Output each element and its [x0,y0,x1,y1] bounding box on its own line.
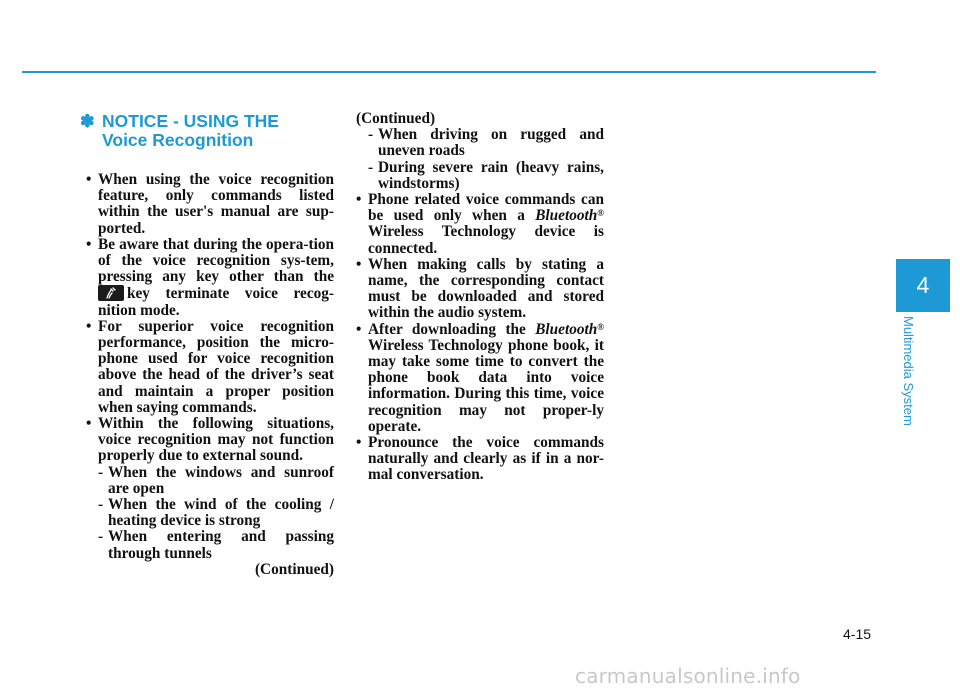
notice-title [80,112,279,150]
dash-item: - When entering and passing through tunnels [98,528,334,562]
dash-item: - During severe rain (heavy rains, windstorms) [368,158,604,192]
right-column [356,111,604,484]
bullet-text: Phone related voice commands can be used only when a [368,191,604,225]
bullet-text: After downloading the [368,320,526,338]
dash-text: When driving on rugged and uneven roads [378,126,604,160]
dash-text: When the wind of the cooling / heating device is strong [108,496,334,530]
voice-recognition-key-icon [98,285,124,301]
notice-title-line2: Voice Recognition [102,130,254,150]
bullet-item: • Pronounce the voice commands naturally and clearly as if in a nor-mal conversation. [356,435,604,484]
dash-item: - When driving on rugged and uneven roads [368,126,604,160]
bullet-item: • For superior voice recognition performance, position the micro-phone used for voice recognition above the head of the driver’s seat and maintain a proper position when saying commands. [86,319,334,416]
registered-mark: ® [597,321,605,332]
dash-text: When entering and passing through tunnels [108,528,334,562]
bullet-item [356,192,604,257]
dash-text: During severe rain (heavy rains, windstorms) [378,158,604,192]
continued-label: (Continued) [254,560,334,578]
dash-text: When the windows and sunroof are open [108,463,334,497]
chapter-label: Multimedia System [901,316,916,426]
bullet-item: • When using the voice recognition feature, only commands listed within the user's manual are sup-ported. [86,172,334,237]
registered-mark: ® [597,208,605,219]
notice-star-icon: ✽ [80,111,95,131]
bullet-item: • When making calls by stating a name, the corresponding contact must be downloaded and stored within the audio system. [356,257,604,322]
bullet-item [86,237,334,319]
bullet-item: • Within the following situations, voice recognition may not function properly due to external sound. [86,416,334,465]
watermark: carmanualsonline.info [575,664,801,688]
bullet-text: Wireless Technology device is connected. [368,223,604,257]
bluetooth-brand: Bluetooth [535,207,598,225]
bullet-text: Wireless Technology phone book, it may take some time to convert the phone book data into voice information. During this time, voice recognition may not proper-ly operate. [368,336,604,435]
header-rule [22,71,876,73]
bullet-text: Be aware that during the opera-tion of the voice recognition sys-tem, pressing any key other than the [98,235,334,286]
continued-label: (Continued) [356,110,436,127]
bluetooth-brand: Bluetooth [535,320,598,338]
bullet-item [356,322,604,435]
page-number: 4-15 [843,626,872,642]
dash-item: - When the windows and sunroof are open [98,463,334,497]
notice-title-line1: NOTICE - USING THE [102,111,279,131]
chapter-tab: 4 [896,259,950,312]
left-column [86,172,334,578]
dash-item: - When the wind of the cooling / heating device is strong [98,496,334,530]
bullet-text: key terminate voice recog-nition mode. [98,285,334,319]
